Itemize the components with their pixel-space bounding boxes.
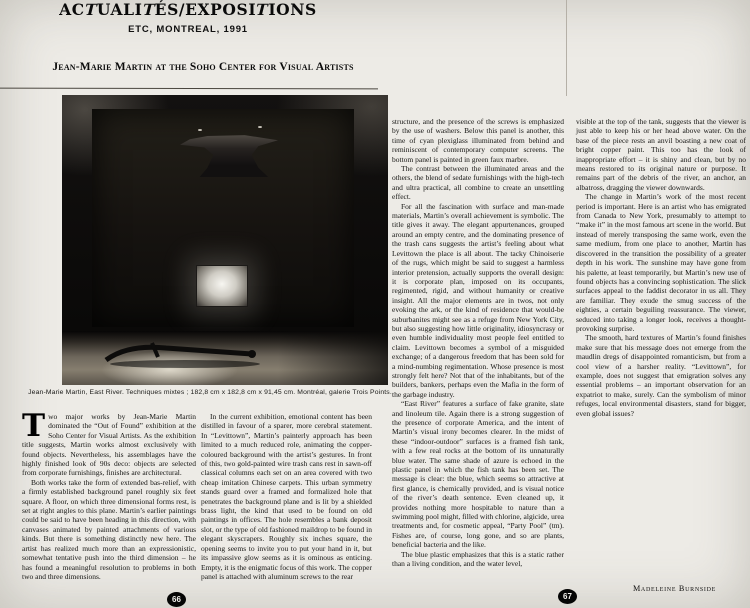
paragraph: The smooth, hard textures of Martin’s found finishes make sure that his message does not emerge from the maudlin dregs of disappointed romanticism, but from a cool view of a harsher reality. “Levittown”, for example, does not suggest that emigration solves any essential problems – an important observation for an expatriot to make, surely. Can the symbolism of minor refuges, local environmental disasters, stand for bigger, even global issues? — [576, 333, 746, 418]
column-text — [22, 408, 196, 581]
photo-caption: Jean-Marie Martin, East River. Techniques mixtes ; 182,8 cm x 182,8 cm x 91,45 cm. Montréal, galerie Trois Points. — [28, 389, 392, 396]
column-text — [201, 412, 372, 581]
floor-shadow — [278, 331, 388, 385]
article-title: Jean-Marie Martin at the Soho Center for Visual Artists — [52, 61, 354, 73]
paragraph: For all the fascination with surface and man-made materials, Martin’s overall achievement is symbolic. The title gives it away. The elegant appurtenances, grouped around an empty centre, and the dominating presence of the trash cans suggests the artist’s feeling about what Levittown the place is all about. The tacky Chinoiserie of the rugs, which might be said to suggest a harmless interior pretension, actually supports the overall design: it is corporate plan, imposed on its occupants, regimented, rigid, and without humanity or creative insight. All the major elements are in twos, not only evoking the ark, or the kind of residence that would-be suburbanites might see as a refuge from New York City, but also suggesting how little originality, idiosyncrasy or even humble individuality most people feel entitled to claim. Levittown becomes a symbol of a misguided exchange; of a dangerous freedom that has been sold for a mind-numbing regimentation. Whose presence is most strongly felt here? Not that of the inhabitants, but of the builders, bankers, perhaps even the Mafia in the form of the garbage industry. — [392, 201, 564, 399]
fish-tank-glow — [196, 265, 248, 307]
drop-cap: T — [22, 408, 46, 444]
highlight-glint — [198, 129, 202, 131]
column-text — [392, 117, 564, 569]
highlight-glint — [258, 126, 262, 128]
paragraph: “East River” features a surface of fake granite, slate and linoleum tile. Again there is a strong suggestion of the presence of corporate America, and the intent of Martin’s visual irony becomes clearer. In the midst of these “indoor-outdoor” surfaces is a framed fish tank, with a few real rocks at the bottom of its unnaturally blue water. The same shade of azure is echoed in the plastic panel in which the fish tank has been set. The message is clear: the blue, which seems so attractive at first glance, is chemically provided, and is visual notice of the river’s death sentence. Even cleaned up, it provides nothing more hospitable to nature than a swimming pool might, filled with chlorine, algicide, urea treatments and, for cosmetic appeal, “Party Pool” (tm). Fishes are, of course, long gone, and so are plants, beneficial bacteria and the like. — [392, 399, 564, 550]
page-fold-crease — [566, 0, 567, 96]
page-number-right: 67 — [558, 589, 577, 604]
artwork-photo — [62, 95, 388, 385]
title-rule — [0, 88, 378, 90]
byline: Madeleine Burnside — [632, 584, 716, 593]
paragraph: The change in Martin’s work of the most recent period is important. Here is an artist who has emigrated from Canada to New York, presumably to attempt to “make it” in the most famous art scene in the world. But instead of merely transposing the same work, even the same medium, from one place to another, Martin has discovered in the transition the possibility of a greater depth in his work. The sunshine may have gone from his palette, at least temporarily, but Martin’s new use of found objects has a convincing sophistication. The slick surfaces appeal to the faddist decorator in us all. They are familiar. They exude the smug success of the eighties, a certain beguiling reassurance. The viewer, seduced into taking a longer look, receives a thought-provoking surprise. — [576, 192, 746, 333]
paragraph: structure, and the presence of the screws is emphasized by the use of washers. Below this panel is another, this time of cyan plexiglass illuminated from behind and reminiscent of contemporary computer screens. The bottom panel is painted in green faux marbre. — [392, 117, 564, 164]
journal-title: ACTUALITÉS/EXPOSITIONS — [59, 0, 317, 19]
column-text — [576, 117, 746, 418]
paragraph: wo major works by Jean-Marie Martin dominated the “Out of Found” exhibition at the Soho Center for Visual Artists. As the exhibition title suggests, Martin works almost exclusively with found objects. Nevertheless, his assemblages have the highly finished look of 90s deco: objects are selected from corporate furnishings, finishes are architectural. — [22, 412, 196, 478]
article-column-left-1 — [22, 408, 196, 581]
paragraph: visible at the top of the tank, suggests that the viewer is just able to keep his or her head above water. On the base of the piece rests an anvil boasting a new coat of bright copper paint. This too has the look of inappropriate effort – it is shiny and clean, but by no means restored to its original nature or purpose. It remains part of the debris of the river, an anchor, an albatross, dragging the viewer downwards. — [576, 117, 746, 192]
header — [0, 0, 376, 35]
paragraph: The blue plastic emphasizes that this is a static rather than a living condition, and the water level, — [392, 549, 564, 569]
paragraph: The contrast between the illuminated areas and the others, the blend of sedate furnishings with the high-tech and ultra practical, all combine to create an unsettling effect. — [392, 164, 564, 202]
article-column-left-2 — [201, 412, 372, 581]
article-column-right-1 — [392, 117, 564, 569]
journal-subtitle: ETC, MONTREAL, 1991 — [128, 24, 248, 35]
page-number-left: 66 — [167, 592, 186, 607]
paragraph: In the current exhibition, emotional content has been distilled in favour of a sparer, more cerebral statement. In “Levittown”, Martin’s painterly approach has been limited to a much reduced role, animating the copper-coloured background with the artist’s gestures. In front of this, two gold-painted wire trash cans rest in sawn-off classical columns each set on an area covered with two cheap imitation Chinese carpets. This urban symmetry stands guard over a framed and formalized hole that penetrates the background plane and is lit by a shielded brass light, the kind that used to be found on old paintings in offices. The hole resembles a bank deposit slot, or the type of old fashioned maildrop to be found in elegant skyscrapers. Roughly six inches square, the opening seems to invite you to put your hand in it, but its impassive glow seems as it is ominous as enticing. Empty, it is the enigmatic focus of this work. The copper panel is attached with aluminum screws to the rear — [201, 412, 372, 581]
anchor-silhouette — [100, 341, 265, 369]
paragraph: Both works take the form of extended bas-relief, with a firmly established background panel roughly six feet square. A floor, on which three dimensional forms rest, is set at right angles to this plane. Martin’s earlier paintings could be said to have been heading in this direction, with canvases animated by painted attachments of various kinds. But there is something distinctly new here. The artist has realized much more than an expressionistic, somewhat tentative push into the third dimension – he has found a meaningful resolution to problems in both two and three dimensions. — [22, 477, 196, 581]
article-column-right-2 — [576, 117, 746, 418]
